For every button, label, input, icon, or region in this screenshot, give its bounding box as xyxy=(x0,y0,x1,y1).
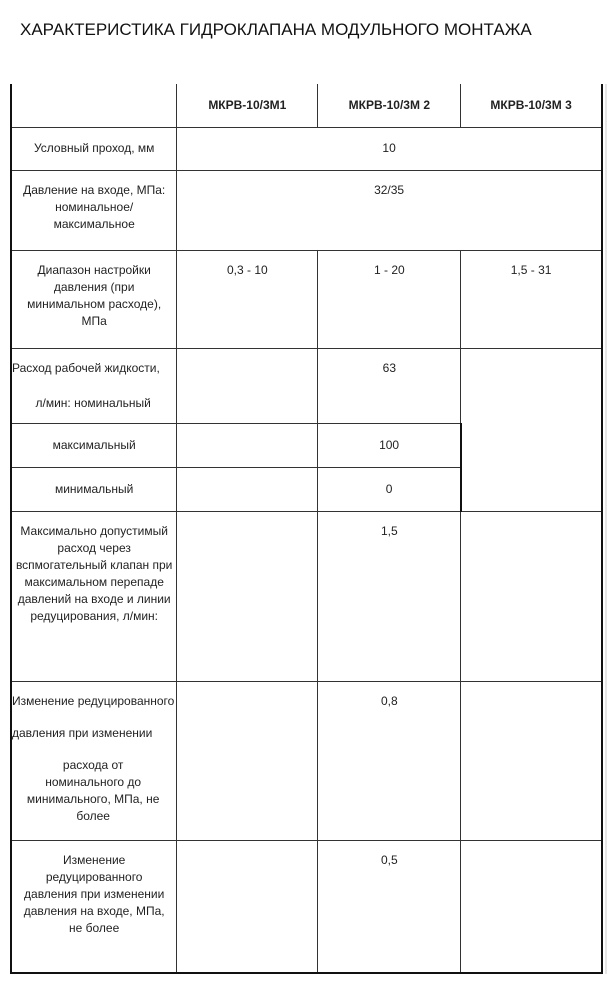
table-header-row xyxy=(11,84,602,127)
table-row xyxy=(11,127,602,170)
empty-cell xyxy=(177,348,318,423)
table-row xyxy=(11,348,602,423)
table-row xyxy=(11,170,602,250)
page-title: ХАРАКТЕРИСТИКА ГИДРОКЛАПАНА МОДУЛЬНОГО МОНТАЖА xyxy=(20,20,532,39)
page-divider xyxy=(605,84,607,974)
row-label-flow-nominal xyxy=(11,348,177,423)
row-label-reduced-change-flow xyxy=(11,681,177,840)
header-empty-cell xyxy=(11,84,177,127)
empty-cell xyxy=(461,681,602,840)
table-row xyxy=(11,511,602,681)
spec-table xyxy=(10,84,603,974)
empty-cell xyxy=(177,840,318,973)
empty-cell xyxy=(177,681,318,840)
table-row xyxy=(11,840,602,973)
value-pressure-range-m3: 1,5 - 31 xyxy=(461,250,602,348)
flow-label-line2: л/мин: номинальный xyxy=(35,395,151,410)
empty-merged-cell xyxy=(461,348,602,511)
row-label-reduced-change-inlet: Изменение редуцированного давления при изменении давления на входе, МПа, не более xyxy=(11,840,177,973)
row-label-aux-valve-flow: Максимально допустимый расход через вспмогательный клапан при максимальном перепаде давлений на входе и линии редуцирования, л/мин: xyxy=(11,511,177,681)
row-label-flow-min: минимальный xyxy=(11,467,177,511)
reduced-flow-label-line1: Изменение редуцированного xyxy=(12,693,175,708)
reduced-flow-label-line2: давления при изменении xyxy=(12,725,153,740)
value-reduced-change-inlet: 0,5 xyxy=(318,840,461,973)
empty-cell xyxy=(461,511,602,681)
value-flow-nominal: 63 xyxy=(318,348,461,423)
table-row xyxy=(11,250,602,348)
row-label-flow-max: максимальный xyxy=(11,423,177,467)
value-flow-max: 100 xyxy=(318,423,461,467)
table-row xyxy=(11,681,602,840)
value-flow-min: 0 xyxy=(318,467,461,511)
header-model-2: МКРВ-10/3М 2 xyxy=(318,84,461,127)
value-inlet-pressure: 32/35 xyxy=(177,170,602,250)
header-model-3: МКРВ-10/3М 3 xyxy=(461,84,602,127)
empty-cell xyxy=(461,840,602,973)
row-label-nominal-bore: Условный проход, мм xyxy=(11,127,177,170)
flow-label-line1: Расход рабочей жидкости, xyxy=(12,360,160,375)
value-aux-valve-flow: 1,5 xyxy=(318,511,461,681)
value-pressure-range-m2: 1 - 20 xyxy=(318,250,461,348)
reduced-flow-label-rest: расхода от номинального до минимального, МПа, не более xyxy=(26,757,160,823)
row-label-inlet-pressure: Давление на входе, МПа: номинальное/ максимальное xyxy=(11,170,177,250)
empty-cell xyxy=(177,467,318,511)
empty-cell xyxy=(177,511,318,681)
value-reduced-change-flow: 0,8 xyxy=(318,681,461,840)
value-nominal-bore: 10 xyxy=(177,127,602,170)
row-label-pressure-range: Диапазон настройки давления (при минимальном расходе), МПа xyxy=(11,250,177,348)
empty-cell xyxy=(177,423,318,467)
value-pressure-range-m1: 0,3 - 10 xyxy=(177,250,318,348)
header-model-1: МКРВ-10/3М1 xyxy=(177,84,318,127)
